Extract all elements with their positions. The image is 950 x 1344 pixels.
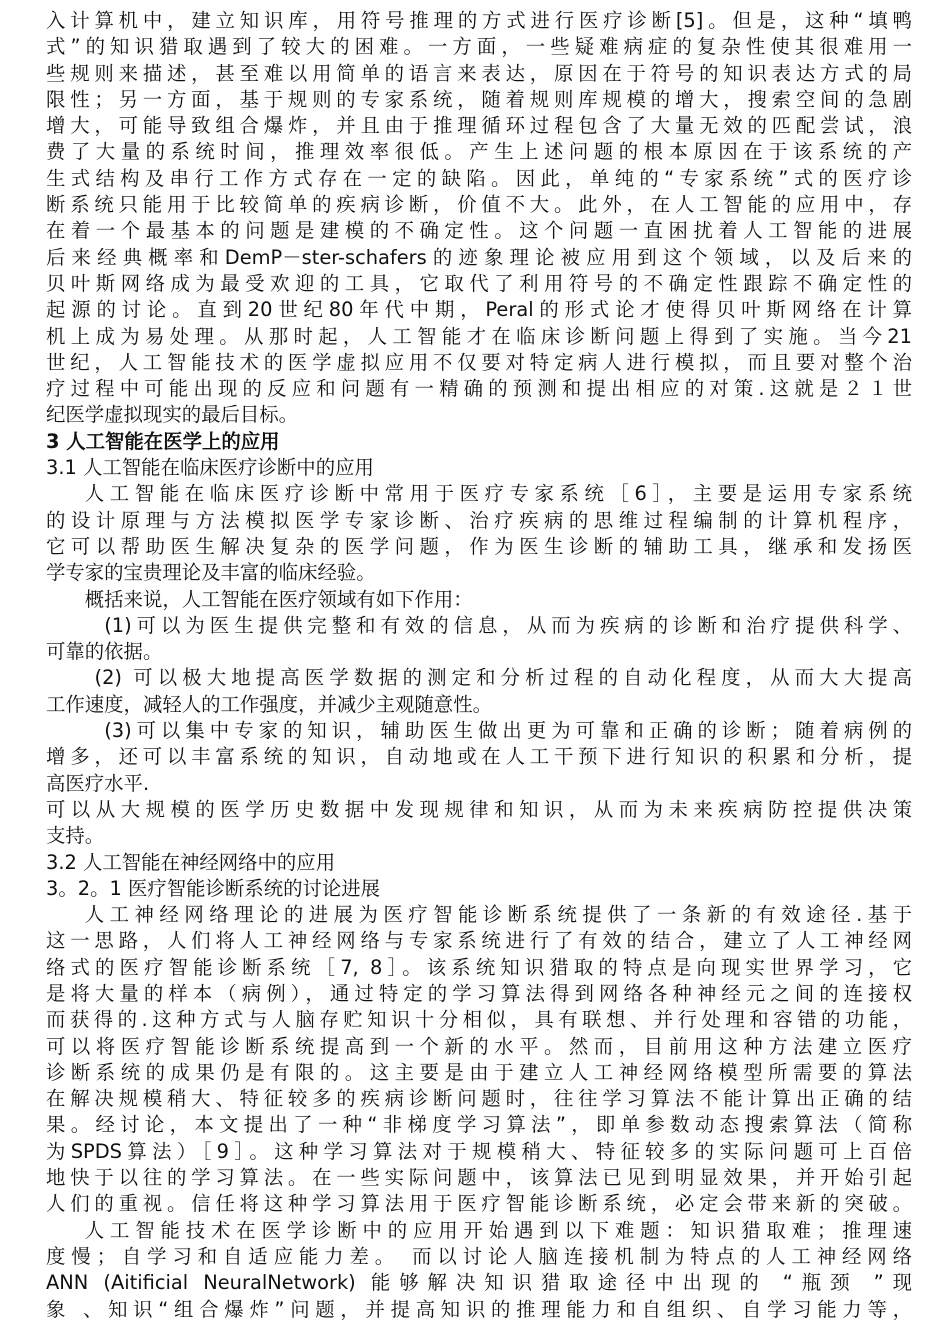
text-line: 式”的知识猎取遇到了较大的困难。一方面，一些疑难病症的复杂性使其很难用一 (46, 35, 912, 59)
text-line: 支持。 (46, 824, 105, 848)
text-line: 疗过程中可能出现的反应和问题有一精确的预测和提出相应的对策.这就是２１世 (46, 377, 912, 401)
text-line: 断系统只能用于比较简单的疾病诊断，价值不大。此外，在人工智能的应用中，存 (46, 193, 912, 217)
text-line: 3 人工智能在医学上的应用 (46, 429, 280, 453)
text-line: 的设计原理与方法模拟医学专家诊断、治疗疾病的思维过程编制的计算机程序， (46, 508, 912, 532)
p-intro-continued (46, 8, 912, 429)
text-line: 度慢；自学习和自适应能力差。 而以讨论人脑连接机制为特点的人工神经网络 (46, 1244, 912, 1268)
text-line: 些规则来描述，甚至难以用简单的语言来表达，原因在于符号的知识表达方式的局 (46, 61, 912, 85)
text-line: (1)可以为医生提供完整和有效的信息，从而为疾病的诊断和治疗提供科学、 (104, 613, 912, 637)
h-section-3 (46, 429, 912, 455)
p-3-1-item-2 (46, 665, 912, 718)
p-3-1-body (46, 481, 912, 586)
text-line: 学专家的宝贵理论及丰富的临床经验。 (46, 561, 376, 585)
text-line: 人工智能技术在医学诊断中的应用开始遇到以下难题：知识猎取难；推理速 (84, 1218, 912, 1242)
text-line: 诊断系统的成果仍是有限的。这主要是由于建立人工神经网络模型所需要的算法 (46, 1060, 912, 1084)
text-line: 可以将医疗智能诊断系统提高到一个新的水平。然而，目前用这种方法建立医疗 (46, 1034, 912, 1058)
p-3-1-item-3 (46, 718, 912, 797)
p-3-1-summary (46, 587, 912, 613)
text-line: 费了大量的系统时间，推理效率很低。产生上述问题的根本原因在于该系统的产 (46, 140, 912, 164)
text-line: 在解决规模稍大、特征较多的疾病诊断问题时，往往学习算法不能计算出正确的结 (46, 1087, 912, 1111)
text-line: 生式结构及串行工作方式存在一定的缺陷。因此，单纯的“专家系统”式的医疗诊 (46, 166, 912, 190)
text-line: 是将大量的样本（病例），通过特定的学习算法得到网络各种神经元之间的连接权 (46, 981, 912, 1005)
text-line: 3.2 人工智能在神经网络中的应用 (46, 850, 336, 874)
text-line: 限性；另一方面，基于规则的专家系统，随着规则库规模的增大，搜索空间的急剧 (46, 87, 912, 111)
text-line: 纪医学虚拟现实的最后目标。 (46, 403, 299, 427)
text-line: 贝叶斯网络成为最受欢迎的工具，它取代了利用符号的不确定性跟踪不确定性的 (46, 271, 912, 295)
text-line: 3.1 人工智能在临床医疗诊断中的应用 (46, 456, 374, 480)
text-line: 增大，可能导致组合爆炸，并且由于推理循环过程包含了大量无效的匹配尝试，浪 (46, 114, 912, 138)
text-line: 机上成为易处理。从那时起，人工智能才在临床诊断问题上得到了实施。当今21 (46, 324, 912, 348)
text-line: 人工神经网络理论的进展为医疗智能诊断系统提供了一条新的有效途径.基于 (84, 903, 912, 927)
text-line: 人工智能在临床医疗诊断中常用于医疗专家系统［6］，主要是运用专家系统 (84, 482, 912, 506)
text-line: 概括来说，人工智能在医疗领域有如下作用： (84, 587, 473, 611)
p-3-2-1-difficulties (46, 1218, 912, 1323)
text-line: 世纪，人工智能技术的医学虚拟应用不仅要对特定病人进行模拟，而且要对整个治 (46, 350, 912, 374)
text-line: 起源的讨论。直到20世纪80年代中期，Peral的形式论才使得贝叶斯网络在计算 (46, 298, 912, 322)
text-line: (3)可以集中专家的知识，辅助医生做出更为可靠和正确的诊断；随着病例的 (104, 719, 912, 743)
h-section-3-1 (46, 455, 912, 481)
text-line: 可以从大规模的医学历史数据中发现规律和知识，从而为未来疾病防控提供决策 (46, 797, 912, 821)
p-3-2-1-body (46, 902, 912, 1218)
text-line: 它可以帮助医生解决复杂的医学问题，作为医生诊断的辅助工具，继承和发扬医 (46, 534, 912, 558)
text-line: 而获得的.这种方式与人脑存贮知识十分相似，具有联想、并行处理和容错的功能， (46, 1008, 912, 1032)
text-line: 增多，还可以丰富系统的知识，自动地或在人工干预下进行知识的积累和分析，提 (46, 745, 912, 769)
p-3-1-item-1 (46, 613, 912, 666)
text-line: 这一思路，人们将人工神经网络与专家系统进行了有效的结合，建立了人工神经网 (46, 929, 912, 953)
text-line: 3。2。1 医疗智能诊断系统的讨论进展 (46, 876, 381, 900)
text-line: ANN (Aitificial NeuralNetwork) 能够解决知识猎取途径中出现的 “瓶颈 ”现 (46, 1271, 912, 1295)
text-line: 在着一个最基本的问题是建模的不确定性。这个问题一直困扰着人工智能的进展 (46, 219, 912, 243)
p-3-1-item-4 (46, 797, 912, 850)
text-line: 为SPDS算法）［9］。这种学习算法对于规模稍大、特征较多的实际问题可上百倍 (46, 1139, 912, 1163)
text-line: 入计算机中，建立知识库，用符号推理的方式进行医疗诊断[5]。但是，这种“填鸭 (46, 9, 912, 32)
h-section-3-2-1 (46, 876, 912, 902)
text-line: (2) 可以极大地提高医学数据的测定和分析过程的自动化程度，从而大大提高 (94, 666, 912, 690)
text-line: 工作速度，减轻人的工作强度，并减少主观随意性。 (46, 692, 492, 716)
text-line: 后来经典概率和DemP－ster-schafers的迹象理论被应用到这个领域，以及后来的 (46, 245, 912, 269)
text-line: 可靠的依据。 (46, 640, 163, 664)
text-line: 人们的重视。信任将这种学习算法用于医疗智能诊断系统，必定会带来新的突破。 (46, 1192, 912, 1216)
text-line: 地快于以往的学习算法。在一些实际问题中，该算法已见到明显效果，并开始引起 (46, 1166, 912, 1190)
text-line: 高医疗水平. (46, 771, 150, 795)
text-line: 象 、知识“组合爆炸”问题，并提高知识的推理能力和自组织、自学习能力等， (46, 1297, 912, 1321)
text-line: 果。经讨论，本文提出了一种“非梯度学习算法”，即单参数动态搜索算法（简称 (46, 1113, 912, 1137)
h-section-3-2 (46, 850, 912, 876)
document-page (46, 8, 912, 1323)
text-line: 络式的医疗智能诊断系统［7, 8］。该系统知识猎取的特点是向现实世界学习，它 (46, 955, 912, 979)
